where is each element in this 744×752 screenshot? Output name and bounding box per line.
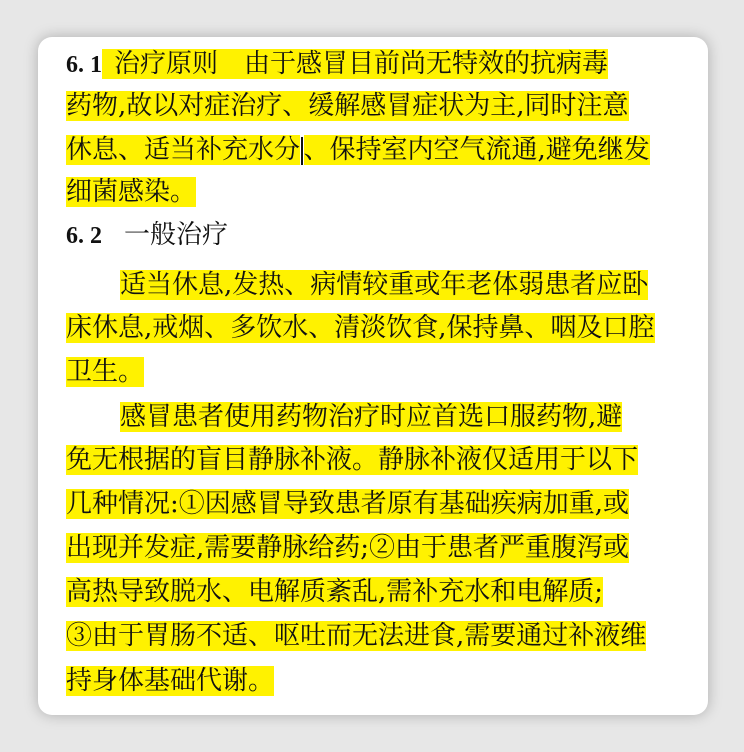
section-6-2-title: 一般治疗 [124,220,229,250]
para-2-line-7 [66,661,274,701]
para-1-line-3 [66,352,144,392]
para-1-text-1: 适当休息,发热、病情较重或年老体弱患者应卧 [120,270,649,300]
para-2-text-5: 高热导致脱水、电解质紊乱,需补充水和电解质; [66,577,604,607]
para-2-text-7: 持身体基础代谢。 [66,666,275,696]
para-1-text-3: 卫生。 [66,357,145,387]
section-6-2-heading [66,215,228,255]
para-2-text-2: 免无根据的盲目静脉补液。静脉补液仅适用于以下 [66,445,639,475]
section-6-1-line-2 [66,86,629,126]
section-6-1-text-4: 细菌感染。 [66,177,197,207]
section-6-1-line-1 [66,44,608,84]
section-6-1-text-3b: 、保持室内空气流通,避免继发 [303,135,650,165]
text-cursor [301,137,303,165]
section-6-1-line-3 [66,130,650,170]
para-1-text-2: 床休息,戒烟、多饮水、清淡饮食,保持鼻、咽及口腔 [66,313,655,343]
section-6-1-number: 6. 1 [66,52,102,78]
para-1-line-1 [120,265,648,305]
para-2-line-2 [66,440,638,480]
section-6-1-line-4 [66,172,196,212]
para-2-line-5 [66,572,603,612]
para-2-line-1 [120,397,622,437]
para-2-line-4 [66,528,629,568]
para-2-line-3 [66,484,629,524]
section-6-1-text-2: 药物,故以对症治疗、缓解感冒症状为主,同时注意 [66,91,629,121]
para-2-text-6: ③由于胃肠不适、呕吐而无法进食,需要通过补液维 [66,621,647,651]
section-6-1-text-3a: 休息、适当补充水分 [66,135,301,165]
para-2-text-3: 几种情况:①因感冒导致患者原有基础疾病加重,或 [66,489,630,519]
section-6-2-number: 6. 2 [66,223,102,249]
section-6-1-text-1: 治疗原则 由于感冒目前尚无特效的抗病毒 [102,49,608,79]
para-2-text-4: 出现并发症,需要静脉给药;②由于患者严重腹泻或 [66,533,630,563]
para-2-text-1: 感冒患者使用药物治疗时应首选口服药物,避 [120,402,623,432]
para-1-line-2 [66,308,655,348]
para-2-line-6 [66,616,646,656]
